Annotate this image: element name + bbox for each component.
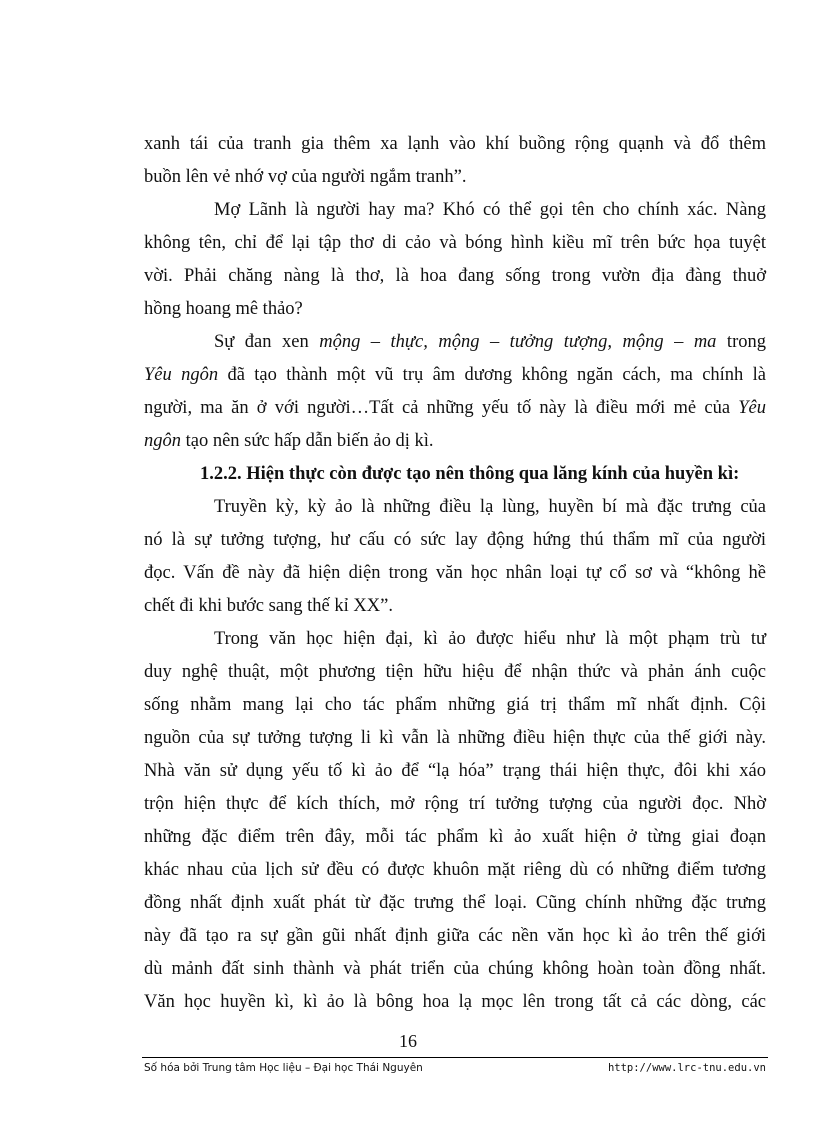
text-run: nó là sự tưởng tượng, hư cấu có sức lay động hứng thú thẩm mĩ của người — [144, 530, 766, 550]
text-line — [144, 854, 766, 887]
text-run: Yêu ngôn — [144, 365, 219, 385]
text-run: dù mảnh đất sinh thành và phát triển của chúng không hoàn toàn đồng nhất. — [144, 959, 766, 979]
text-run: Mợ Lãnh là người hay ma? Khó có thể gọi tên cho chính xác. Nàng — [214, 200, 766, 220]
text-line — [144, 590, 766, 623]
text-run: Sự đan xen — [214, 332, 320, 352]
text-line — [144, 425, 766, 458]
text-line — [144, 524, 766, 557]
text-run: Nhà văn sử dụng yếu tố kì ảo để “lạ hóa” trạng thái hiện thực, đôi khi xáo — [144, 761, 766, 781]
text-line — [144, 986, 766, 1019]
footer-url: http://www.lrc-tnu.edu.vn — [607, 1062, 766, 1074]
text-run: người, ma ăn ở với người…Tất cả những yếu tố này là điều mới mẻ của — [144, 398, 739, 418]
text-run: trong — [716, 332, 766, 352]
text-line — [144, 887, 766, 920]
text-line — [144, 491, 766, 524]
text-run: Truyền kỳ, kỳ ảo là những điều lạ lùng, huyền bí mà đặc trưng của — [214, 497, 766, 517]
text-line — [144, 920, 766, 953]
text-run: Yêu — [738, 398, 766, 418]
text-run: đồng nhất định xuất phát từ đặc trưng thể loại. Cũng chính những đặc trưng — [144, 893, 766, 913]
text-run: đã tạo thành một vũ trụ âm dương không ngăn cách, ma chính là — [218, 365, 766, 385]
text-line — [144, 557, 766, 590]
text-line — [144, 227, 766, 260]
footer-divider — [142, 1057, 768, 1058]
text-line — [144, 953, 766, 986]
text-line — [144, 260, 766, 293]
text-run: hồng hoang mê thảo? — [144, 299, 303, 319]
body-text — [144, 128, 766, 1019]
text-line — [144, 359, 766, 392]
text-run: những đặc điểm trên đây, mỗi tác phẩm kì ảo xuất hiện ở từng giai đoạn — [144, 827, 766, 847]
text-line — [144, 656, 766, 689]
text-line — [144, 293, 766, 326]
text-run: mộng – thực, mộng – tưởng tượng, mộng – ma — [319, 332, 717, 352]
text-run: Trong văn học hiện đại, kì ảo được hiểu như là một phạm trù tư — [214, 629, 766, 649]
footer-source: Số hóa bởi Trung tâm Học liệu – Đại học Thái Nguyên — [144, 1062, 423, 1074]
text-run: Văn học huyền kì, kì ảo là bông hoa lạ mọc lên trong tất cả các dòng, các — [144, 992, 766, 1012]
text-run: trộn hiện thực để kích thích, mở rộng trí tưởng tượng của người đọc. Nhờ — [144, 794, 766, 814]
text-line — [144, 194, 766, 227]
text-run: chết đi khi bước sang thế kỉ XX”. — [144, 596, 393, 616]
text-line — [144, 788, 766, 821]
text-run: không tên, chỉ để lại tập thơ di cảo và bóng hình kiều mĩ trên bức họa tuyệt — [144, 233, 766, 253]
text-run: sống nhằm mang lại cho tác phẩm những giá trị thẩm mĩ nhất định. Cội — [144, 695, 766, 715]
text-run: tạo nên sức hấp dẫn biến ảo dị kì. — [181, 431, 434, 451]
text-line — [144, 722, 766, 755]
text-run: duy nghệ thuật, một phương tiện hữu hiệu để nhận thức và phản ánh cuộc — [144, 662, 766, 682]
text-line — [144, 689, 766, 722]
page-number: 16 — [399, 1031, 417, 1051]
text-line — [144, 821, 766, 854]
text-run: ngôn — [144, 431, 181, 451]
text-run: 1.2.2. Hiện thực còn được tạo nên thông qua lăng kính của huyền kì: — [200, 464, 740, 484]
text-line — [144, 392, 766, 425]
text-run: xanh tái của tranh gia thêm xa lạnh vào khí buồng rộng quạnh và đổ thêm — [144, 134, 766, 154]
text-run: này đã tạo ra sự gần gũi nhất định giữa các nền văn học kì ảo trên thế giới — [144, 926, 766, 946]
text-line — [144, 161, 766, 194]
section-heading — [144, 458, 766, 491]
text-line — [144, 326, 766, 359]
text-line — [144, 128, 766, 161]
text-run: nguồn của sự tưởng tượng li kì vẫn là những điều hiện thực của thế giới này. — [144, 728, 766, 748]
text-run: vời. Phải chăng nàng là thơ, là hoa đang sống trong vườn địa đàng thuở — [144, 266, 766, 286]
text-run: khác nhau của lịch sử đều có được khuôn mặt riêng dù có những điểm tương — [144, 860, 766, 880]
text-run: buồn lên vẻ nhớ vợ của người ngắm tranh”. — [144, 167, 467, 187]
text-line — [144, 623, 766, 656]
text-line — [144, 755, 766, 788]
text-run: đọc. Vấn đề này đã hiện diện trong văn học nhân loại tự cổ sơ và “không hề — [144, 563, 766, 583]
